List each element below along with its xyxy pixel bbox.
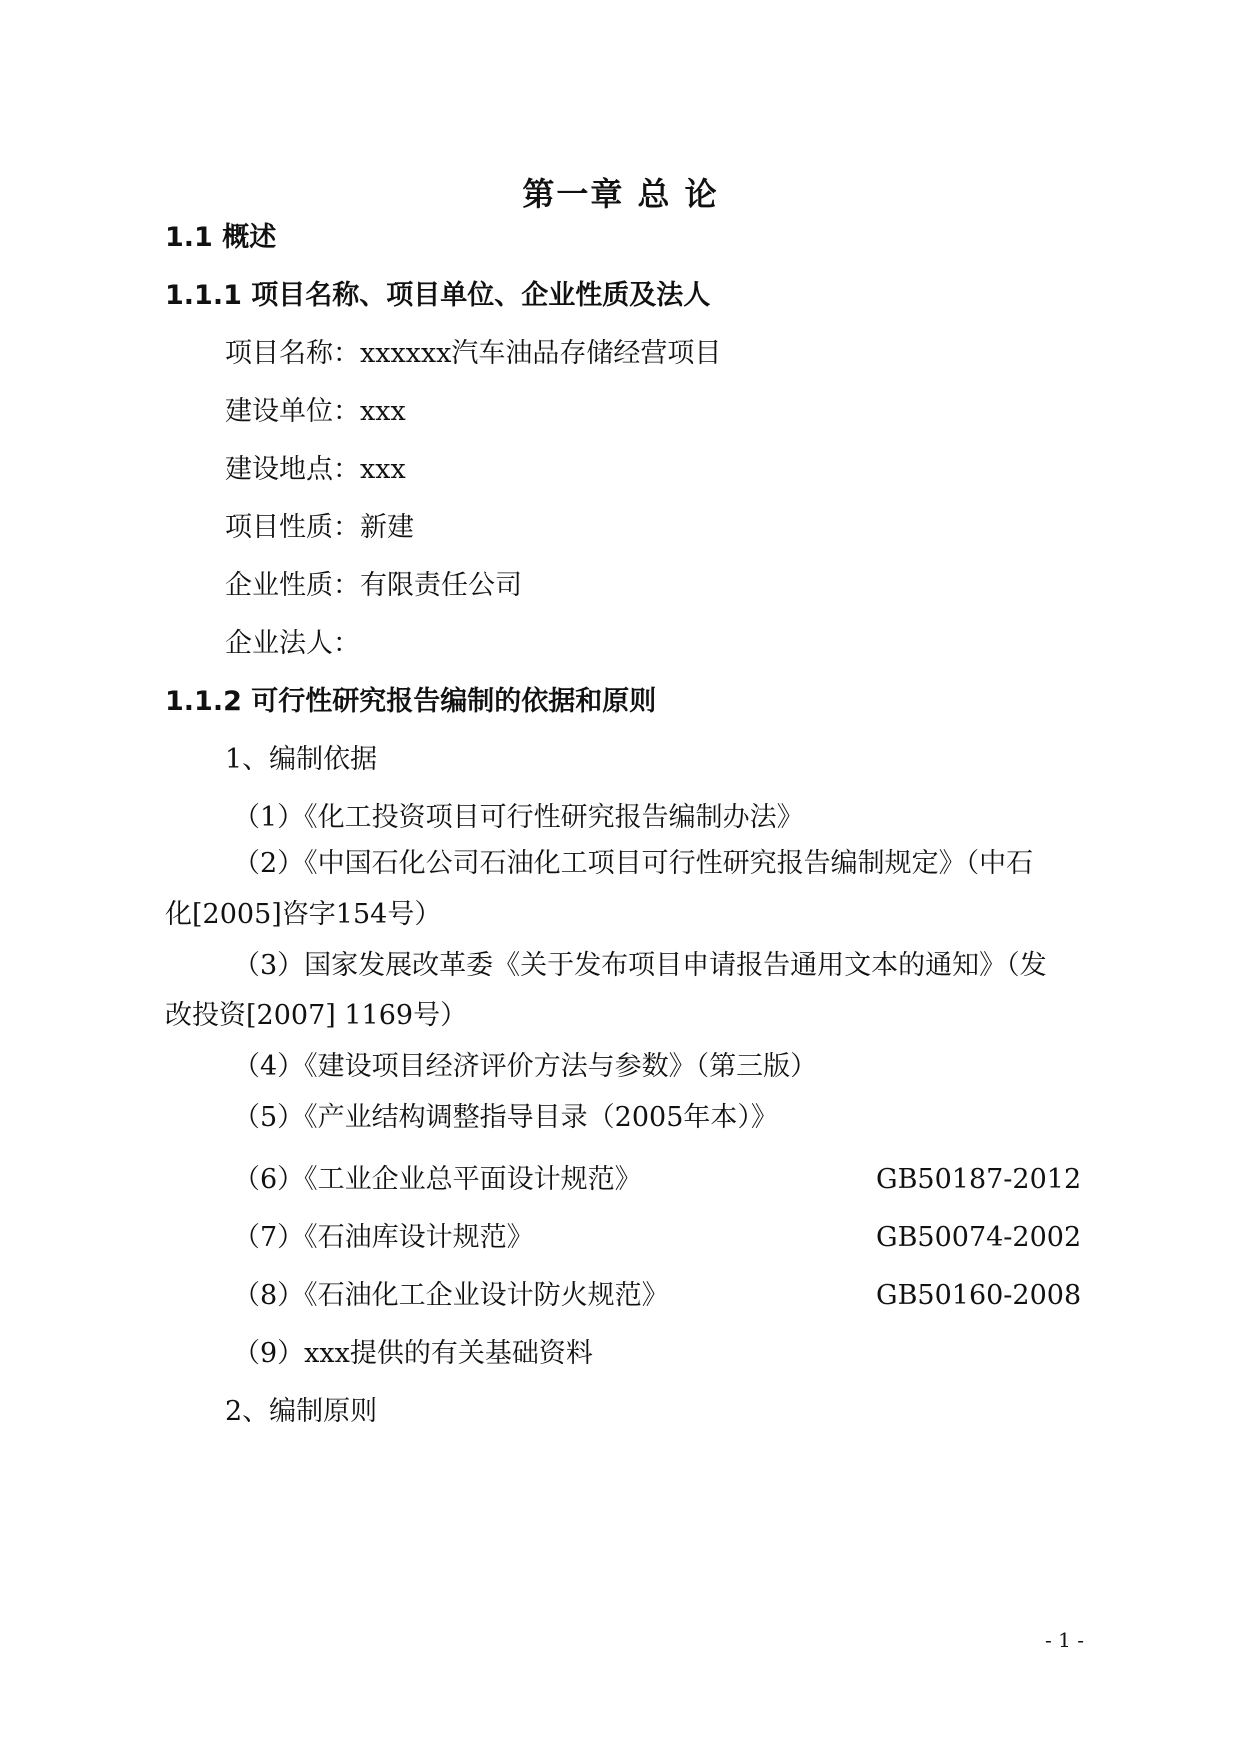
project-nature-line: 项目性质：新建 [225,512,414,543]
basis-item-2-line-1: （2）《中国石化公司石油化工项目可行性研究报告编制规定》（中石 [233,848,1034,879]
standard-row [233,1218,1082,1258]
standard-title: （7）《石油库设计规范》 [233,1222,534,1253]
basis-item-3-line-1: （3）国家发展改革委《关于发布项目申请报告通用文本的通知》（发 [233,950,1047,981]
section-heading-1-1-1: 1.1.1 项目名称、项目单位、企业性质及法人 [165,280,711,311]
enterprise-nature-line: 企业性质：有限责任公司 [225,570,522,601]
basis-item-4: （4）《建设项目经济评价方法与参数》（第三版） [233,1051,818,1082]
page-number: - 1 - [1045,1628,1084,1652]
standard-row [233,1160,1082,1200]
standard-title: （6）《工业企业总平面设计规范》 [233,1164,642,1195]
standard-code: GB50160-2008 [876,1280,1082,1311]
legal-person-line: 企业法人： [225,628,360,659]
standard-row [233,1276,1082,1316]
basis-item-9: （9）xxx提供的有关基础资料 [233,1338,593,1369]
principle-heading: 2、编制原则 [225,1396,378,1427]
construction-unit-line: 建设单位：xxx [225,396,406,427]
basis-heading: 1、编制依据 [225,744,378,775]
construction-site-line: 建设地点：xxx [225,454,406,485]
section-heading-1-1: 1.1 概述 [165,222,277,253]
project-name-line: 项目名称：xxxxxx汽车油品存储经营项目 [225,338,722,369]
basis-item-3-line-2: 改投资[2007] 1169号） [165,1000,468,1031]
chapter-title: 第一章 总 论 [522,175,719,213]
standard-code: GB50187-2012 [876,1164,1082,1195]
basis-item-5: （5）《产业结构调整指导目录（2005年本）》 [233,1102,778,1133]
basis-item-1: （1）《化工投资项目可行性研究报告编制办法》 [233,802,804,833]
section-heading-1-1-2: 1.1.2 可行性研究报告编制的依据和原则 [165,686,657,717]
standard-code: GB50074-2002 [876,1222,1082,1253]
basis-item-2-line-2: 化[2005]咨字154号） [165,899,442,930]
standard-title: （8）《石油化工企业设计防火规范》 [233,1280,669,1311]
